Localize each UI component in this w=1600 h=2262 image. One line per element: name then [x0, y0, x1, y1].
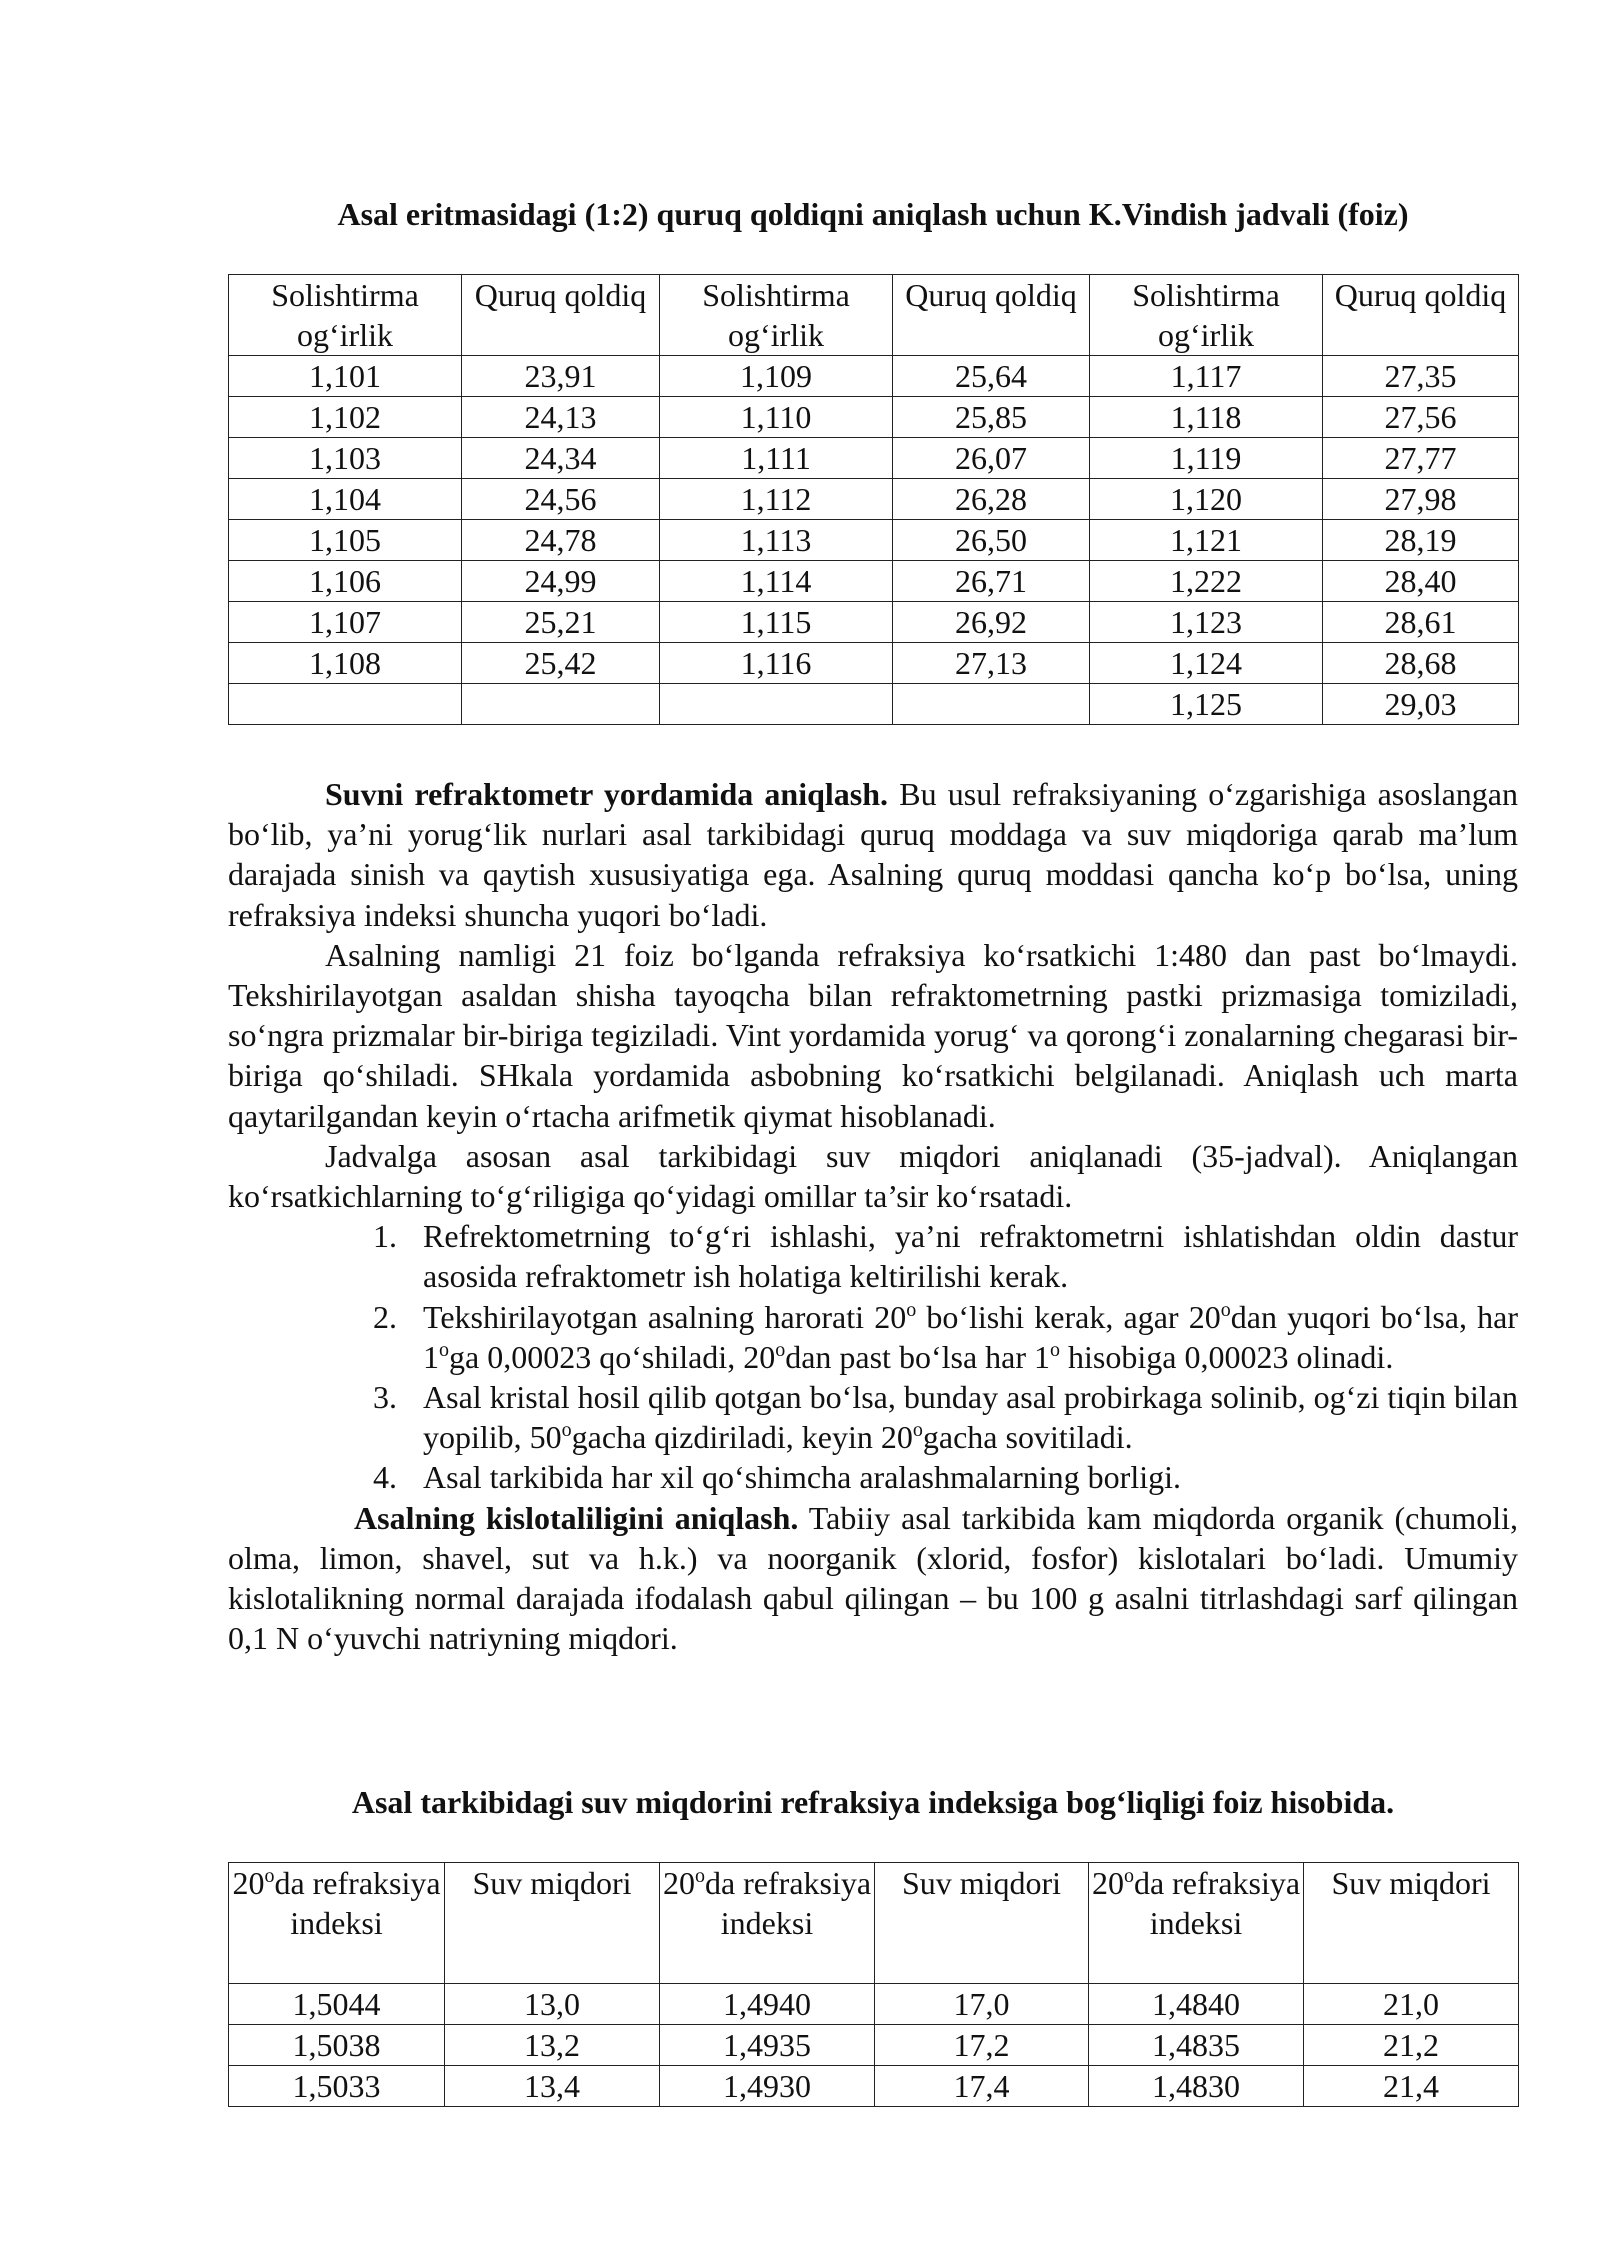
table-cell: 1,4835	[1089, 2025, 1304, 2066]
paragraph	[228, 774, 1518, 935]
table-cell: 1,107	[229, 602, 462, 643]
table-cell: 1,114	[660, 561, 893, 602]
column-header: Solishtirma og‘irlik	[229, 275, 462, 356]
table-cell: 1,119	[1090, 438, 1323, 479]
table2-title: Asal tarkibidagi suv miqdorini refraksiya indeksiga bog‘liqligi foiz hisobida.	[351, 1784, 1395, 1820]
table-cell: 1,109	[660, 356, 893, 397]
table-cell: 1,115	[660, 602, 893, 643]
table-cell: 27,98	[1323, 479, 1519, 520]
degree-sup: o	[561, 1419, 572, 1442]
column-header-refraction: 20$^o$da refraksiya indeksi	[229, 1863, 445, 1984]
table-cell: 27,56	[1323, 397, 1519, 438]
table-header-row	[229, 1863, 1519, 1984]
table-cell: 26,28	[893, 479, 1090, 520]
column-header-water: Suv miqdori	[1304, 1863, 1519, 1984]
table-cell: 28,61	[1323, 602, 1519, 643]
table-row	[229, 438, 1519, 479]
table-cell: 1,4935	[660, 2025, 875, 2066]
table-cell: 24,78	[462, 520, 660, 561]
list-number: 4.	[373, 1459, 397, 1496]
table-cell: 21,2	[1304, 2025, 1519, 2066]
table-cell: 23,91	[462, 356, 660, 397]
table-cell: 1,106	[229, 561, 462, 602]
section-heading: Asalning kislotaliligini aniqlash.	[354, 1499, 799, 1536]
table-cell	[462, 684, 660, 725]
table-cell: 13,0	[445, 1984, 660, 2025]
table-row	[229, 356, 1519, 397]
table-cell: 26,50	[893, 520, 1090, 561]
column-header: Quruq qoldiq	[1323, 275, 1519, 356]
section-heading: Suvni refraktometr yordamida aniqlash.	[325, 776, 889, 812]
table-cell: 13,4	[445, 2066, 660, 2107]
degree-sup: o	[906, 1298, 917, 1321]
table-row	[229, 520, 1519, 561]
degree-sup: o	[1050, 1338, 1060, 1361]
table-cell: 24,56	[462, 479, 660, 520]
table-cell: 1,4830	[1089, 2066, 1304, 2107]
table-header-row	[229, 275, 1519, 356]
table-row	[229, 684, 1519, 725]
table-cell: 1,116	[660, 643, 893, 684]
table-cell: 24,34	[462, 438, 660, 479]
table-row	[229, 2025, 1519, 2066]
table-cell	[229, 684, 462, 725]
table-cell: 1,125	[1090, 684, 1323, 725]
refraction-table	[228, 1862, 1519, 2107]
table-row	[229, 561, 1519, 602]
table-cell: 26,71	[893, 561, 1090, 602]
table-cell: 1,5038	[229, 2025, 445, 2066]
column-header: Solishtirma og‘irlik	[660, 275, 893, 356]
table-cell	[660, 684, 893, 725]
table-cell	[893, 684, 1090, 725]
body-text	[228, 774, 1518, 1658]
table1-title: Asal eritmasidagi (1:2) quruq qoldiqni aniqlash uchun K.Vindish jadvali (foiz)	[337, 196, 1409, 232]
table-cell: 1,120	[1090, 479, 1323, 520]
table-row	[229, 643, 1519, 684]
table-cell: 17,2	[875, 2025, 1089, 2066]
table-cell: 21,4	[1304, 2066, 1519, 2107]
vindish-table	[228, 274, 1519, 725]
table-cell: 1,111	[660, 438, 893, 479]
list-number: 3.	[373, 1379, 397, 1416]
table-cell: 1,110	[660, 397, 893, 438]
table-cell: 24,99	[462, 561, 660, 602]
table-cell: 1,4930	[660, 2066, 875, 2107]
table-cell: 21,0	[1304, 1984, 1519, 2025]
column-header-refraction: 20$^o$da refraksiya indeksi	[1089, 1863, 1304, 1984]
table-cell: 1,103	[229, 438, 462, 479]
degree-sup: o	[775, 1338, 786, 1361]
table-cell: 26,92	[893, 602, 1090, 643]
table-cell: 1,117	[1090, 356, 1323, 397]
list-number: 2.	[373, 1298, 397, 1335]
table-cell: 28,19	[1323, 520, 1519, 561]
table-cell: 27,13	[893, 643, 1090, 684]
table-row	[229, 479, 1519, 520]
column-header-water: Suv miqdori	[875, 1863, 1089, 1984]
degree-sup: o	[439, 1338, 449, 1361]
paragraph-text: Tabiiy asal tarkibida kam miqdorda organik (chumoli, olma, limon, shavel, sut va h.k.) va noorganik (xlorid, fosfor) kislotalari bo‘ladi. Umumiy kislotalikning normal darajada ifodalash qabul qilingan – bu 100 g asalni titrlashdagi sarf qilingan 0,1 N o‘yuvchi natriyning miqdori.	[228, 1499, 1519, 1657]
table-cell: 1,104	[229, 479, 462, 520]
column-header: Quruq qoldiq	[462, 275, 660, 356]
table-cell: 13,2	[445, 2025, 660, 2066]
column-header-refraction: 20$^o$da refraksiya indeksi	[660, 1863, 875, 1984]
list-number: 1.	[373, 1218, 397, 1255]
column-header: Solishtirma og‘irlik	[1090, 275, 1323, 356]
list-item	[228, 1457, 1518, 1497]
table-cell: 1,108	[229, 643, 462, 684]
list-item	[228, 1216, 1518, 1296]
table-cell: 25,21	[462, 602, 660, 643]
table-cell: 24,13	[462, 397, 660, 438]
table-cell: 1,222	[1090, 561, 1323, 602]
table-cell: 25,42	[462, 643, 660, 684]
table-cell: 1,112	[660, 479, 893, 520]
table-row	[229, 1984, 1519, 2025]
table-cell: 28,68	[1323, 643, 1519, 684]
paragraph: Jadvalga asosan asal tarkibidagi suv miqdori aniqlanadi (35-jadval). Aniqlangan ko‘rsatkichlarning to‘g‘riligiga qo‘yidagi omillar ta’sir ko‘rsatadi.	[228, 1137, 1518, 1215]
table-cell: 17,4	[875, 2066, 1089, 2107]
column-header-water: Suv miqdori	[445, 1863, 660, 1984]
table-cell: 26,07	[893, 438, 1090, 479]
table-cell: 1,118	[1090, 397, 1323, 438]
paragraph: Asalning namligi 21 foiz bo‘lganda refraksiya ko‘rsatkichi 1:480 dan past bo‘lmaydi. Tekshirilayotgan asaldan shisha tayoqcha bilan refraktometrning pastki prizmasiga tomiziladi, so‘ngra prizmalar bir-biriga tegiziladi. Vint yordamida yorug‘ va qorong‘i zonalarning chegarasi bir-biriga qo‘shiladi. SHkala yordamida asbobning ko‘rsatkichi belgilanadi. Aniqlash uch marta qaytarilgandan keyin o‘rtacha arifmetik qiymat hisoblanadi.	[228, 936, 1518, 1134]
table-cell: 1,4940	[660, 1984, 875, 2025]
table-cell: 1,4840	[1089, 1984, 1304, 2025]
paragraph-text: Bu usul refraksiyaning o‘zgarishiga asoslangan bo‘lib, ya’ni yorug‘lik nurlari asal tarkibidagi quruq moddaga va suv miqdoriga qarab ma’lum darajada sinish va qaytish xususiyatiga ega. Asalning quruq moddasi qancha ko‘p bo‘lsa, uning refraksiya indeksi shuncha yuqori bo‘ladi.	[228, 776, 1519, 933]
table-cell: 25,85	[893, 397, 1090, 438]
list-text: Asal tarkibida har xil qo‘shimcha aralashmalarning borligi.	[423, 1459, 1181, 1496]
table-cell: 1,121	[1090, 520, 1323, 561]
factor-list	[228, 1216, 1518, 1497]
table-cell: 1,102	[229, 397, 462, 438]
degree-sup: o	[912, 1419, 923, 1442]
table-cell: 17,0	[875, 1984, 1089, 2025]
list-item: 3. Asal kristal hosil qilib qotgan bo‘lsa, bunday asal probirkaga solinib, og‘zi tiqin bilan yopilib, 50$^o$gacha qizdiriladi, keyin 20$^o$gacha sovitiladi.	[373, 1379, 1518, 1456]
table-cell: 1,113	[660, 520, 893, 561]
table-row	[229, 397, 1519, 438]
table-cell: 27,35	[1323, 356, 1519, 397]
table-cell: 1,105	[229, 520, 462, 561]
table-cell: 1,5044	[229, 1984, 445, 2025]
table-cell: 25,64	[893, 356, 1090, 397]
list-item: 2. Tekshirilayotgan asalning harorati 20$^o$ bo‘lishi kerak, agar 20$^o$dan yuqori bo‘lsa, har 1$^o$ga 0,00023 qo‘shiladi, 20$^o$dan past bo‘lsa har 1$^o$ hisobiga 0,00023 olinadi.	[373, 1298, 1519, 1375]
degree-sup: o	[1220, 1298, 1231, 1321]
column-header: Quruq qoldiq	[893, 275, 1090, 356]
table-cell: 1,101	[229, 356, 462, 397]
table-cell: 29,03	[1323, 684, 1519, 725]
table-cell: 1,123	[1090, 602, 1323, 643]
list-text: Refrektometrning to‘g‘ri ishlashi, ya’ni refraktometrni ishlatishdan oldin dastur asosida refraktometr ish holatiga keltirilishi kerak.	[423, 1218, 1518, 1295]
table-cell: 1,124	[1090, 643, 1323, 684]
table-row	[229, 2066, 1519, 2107]
table-cell: 27,77	[1323, 438, 1519, 479]
table-cell: 28,40	[1323, 561, 1519, 602]
table-cell: 1,5033	[229, 2066, 445, 2107]
table-row	[229, 602, 1519, 643]
paragraph	[228, 1498, 1518, 1659]
